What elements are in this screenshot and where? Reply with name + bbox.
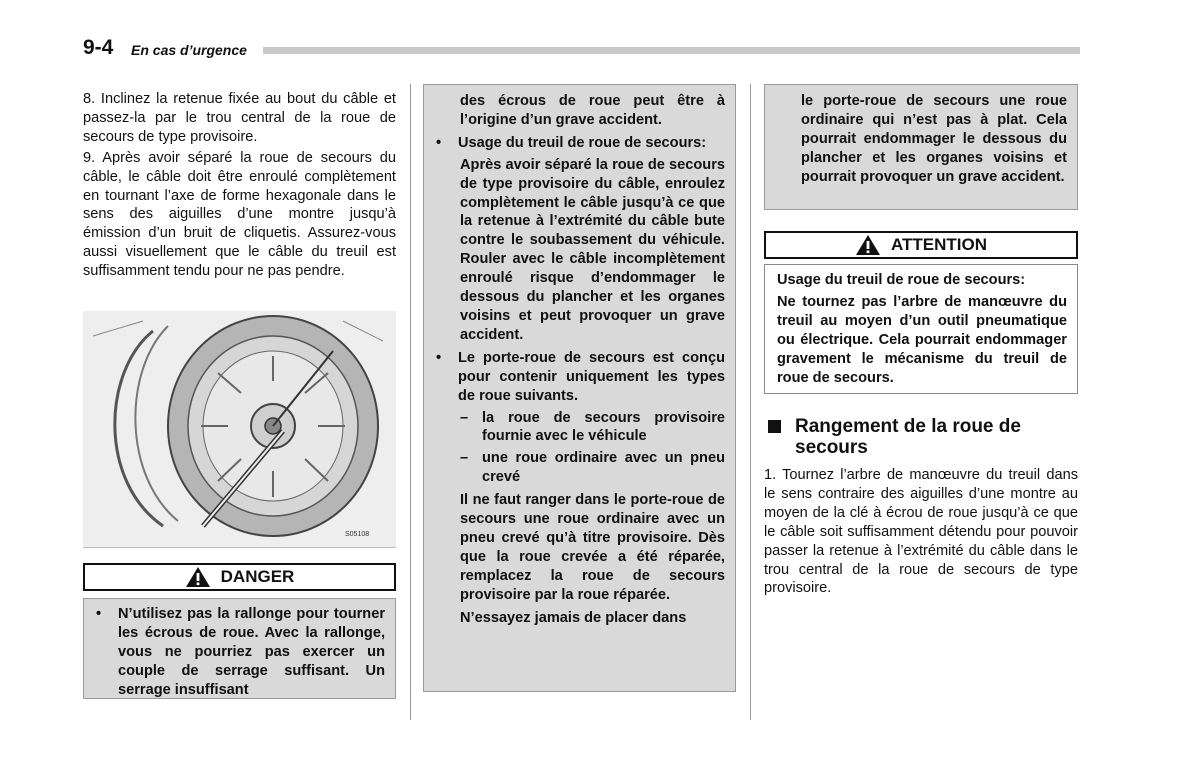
column-left	[83, 90, 396, 283]
warning-triangle-icon	[855, 234, 881, 256]
column-divider-1	[410, 84, 411, 720]
step-8: 8. Inclinez la retenue fixée au bout du câble et passez-la par le trou central de la roue de secours de type provisoire.	[83, 91, 396, 145]
bullet-dot-icon: •	[436, 349, 442, 366]
attention-box	[764, 264, 1078, 394]
dash-item-2-text: une roue ordinaire avec un pneu crevé	[482, 450, 725, 486]
danger-label: DANGER	[220, 567, 295, 586]
bullet-usage	[436, 134, 725, 153]
attention-label: ATTENTION	[890, 235, 987, 254]
heading-text: Rangement de la roue de secours	[795, 416, 1021, 458]
page-header	[83, 36, 1080, 64]
attention-header	[764, 231, 1078, 259]
danger-continued-box-2	[764, 84, 1078, 210]
bullet-dot-icon: •	[436, 134, 442, 151]
step-1: 1. Tournez l’arbre de manœuvre du treuil dans le sens contraire des aiguilles d’une montre au moyen de la clé à écrou de roue jusqu’à ce que le câble soit suffisamment détendu pour pouvoir passer la retenue à l’extrémité du câble dans le trou central de la roue de secours de type provisoire.	[764, 467, 1078, 597]
bullet-porte-roue	[436, 349, 725, 406]
bullet-dot-icon: •	[96, 606, 102, 622]
section-heading	[764, 416, 1078, 458]
attention-body: Ne tournez pas l’arbre de manœuvre du treuil au moyen d’un outil pneumatique ou électrique. Cela pourrait endommager gravement le mécanisme du treuil de roue de secours.	[777, 293, 1067, 386]
bullet-porte-roue-text: Le porte-roue de secours est conçu pour contenir uniquement les types de roue suivants.	[458, 349, 725, 404]
bullet-usage-title: Usage du treuil de roue de secours:	[458, 134, 707, 151]
section-title: En cas d’urgence	[131, 42, 247, 58]
paragraph-ne-faut: Il ne faut ranger dans le porte-roue de secours une roue ordinaire avec un pneu crevé qu’à titre provisoire. Dès que la roue crevée a été réparée, remplacez la roue de secours provisoire par la roue réparée.	[460, 492, 725, 603]
bullet-usage-body: Après avoir séparé la roue de secours de type provisoire du câble, enroulez complètement le câble jusqu’à ce que la retenue à l’extrémité du câble bute contre le soubassement du véhicule. Rouler avec le câble incomplètement enroulé risque d’endommager le dessous du plancher et les organes voisins et peut provoquer un grave accident.	[460, 156, 725, 343]
attention-title: Usage du treuil de roue de secours:	[777, 272, 1026, 288]
danger-header	[83, 563, 396, 591]
heading-square-icon	[768, 420, 781, 433]
paragraph-essayez: N’essayez jamais de placer dans	[460, 609, 687, 626]
warning-triangle-icon	[185, 566, 211, 588]
page-number: 9-4	[83, 36, 114, 59]
figure-code: S05108	[345, 531, 370, 538]
dash-item-1: – la roue de secours provisoire fournie avec le véhicule	[460, 409, 725, 445]
dash-item-1-text: la roue de secours provisoire fournie avec le véhicule	[482, 409, 725, 445]
danger-continued-text: des écrous de roue peut être à l’origine d’un grave accident.	[460, 93, 725, 128]
column-divider-2	[750, 84, 751, 720]
danger-box	[83, 598, 396, 699]
danger-bullet	[96, 605, 385, 700]
wheel-drawing	[83, 311, 396, 547]
step-9: 9. Après avoir séparé la roue de secours du câble, le câble doit être enroulé complètement en tournant l’axe de forme hexagonale dans le sens des aiguilles d’une montre jusqu’à émission d’un bruit de cliquetis. Assurez-vous aussi visuellement que le câble du treuil est suffisamment tendu pour ne pas pendre.	[83, 149, 396, 280]
danger-continued-text-2: le porte-roue de secours une roue ordinaire qui n’est pas à plat. Cela pourrait endommager le dessous du plancher et les organes voisins et pourrait provoquer un grave accident.	[801, 93, 1067, 185]
header-rule	[263, 47, 1080, 54]
spare-wheel-illustration	[83, 311, 396, 548]
dash-item-2: – une roue ordinaire avec un pneu crevé	[460, 450, 725, 486]
danger-continued-box	[423, 84, 736, 692]
danger-bullet-text: N’utilisez pas la rallonge pour tourner les écrous de roue. Avec la rallonge, vous ne pourriez pas exercer un couple de serrage suffisant. Un serrage insuffisant	[118, 606, 385, 698]
